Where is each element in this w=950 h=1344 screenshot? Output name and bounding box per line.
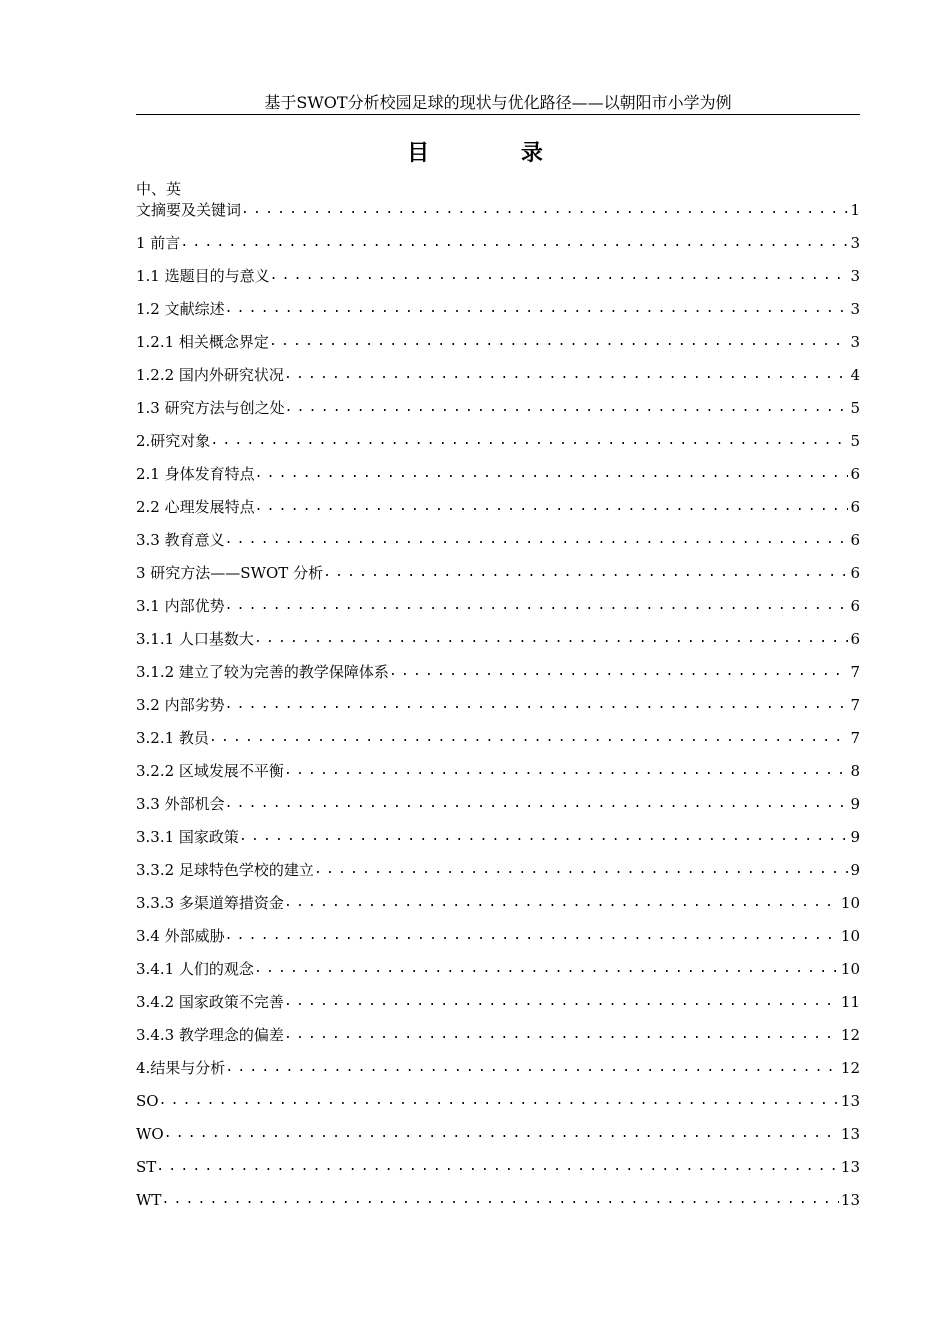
toc-entry-page: 13: [840, 1158, 860, 1176]
toc-entry-label: 1.1 选题目的与意义: [136, 267, 270, 285]
toc-entry-label: 2.研究对象: [136, 432, 211, 450]
toc-leader-dots: [225, 530, 849, 550]
toc-entry-label: 3.4.2 国家政策不完善: [136, 993, 284, 1011]
toc-entry[interactable]: [136, 418, 860, 451]
toc-entry-label: 1.2.1 相关概念界定: [136, 333, 269, 351]
toc-entry-page: 13: [840, 1125, 860, 1143]
toc-entry-label: 1.2 文献综述: [136, 300, 225, 318]
toc-entry-label: 3.1 内部优势: [136, 597, 225, 615]
toc-leader-dots: [389, 662, 849, 682]
toc-entry-page: 3: [850, 333, 860, 351]
toc-entry[interactable]: [136, 748, 860, 781]
toc-entry[interactable]: [136, 517, 860, 550]
toc-entry-page: 13: [840, 1191, 860, 1209]
toc-entry-page: 5: [850, 399, 860, 417]
toc-entry-page: 10: [840, 960, 860, 978]
toc-leader-dots: [225, 794, 849, 814]
toc-entry-page: 6: [850, 564, 860, 582]
toc-entry-label: ST: [136, 1158, 157, 1176]
toc-leader-dots: [159, 1091, 839, 1111]
toc-entry-label: 1 前言: [136, 234, 181, 252]
toc-entry-page: 6: [850, 630, 860, 648]
toc-entry-label: 3.3.2 足球特色学校的建立: [136, 861, 314, 879]
toc-entry[interactable]: [136, 550, 860, 583]
toc-leader-dots: [284, 365, 849, 385]
toc-entry-label: 3.3 外部机会: [136, 795, 225, 813]
toc-entry[interactable]: [136, 847, 860, 880]
toc-entry[interactable]: [136, 1111, 860, 1144]
toc-leader-dots: [209, 728, 849, 748]
toc-leader-dots: [284, 992, 839, 1012]
toc-entry[interactable]: [136, 1012, 860, 1045]
toc-entry-label: 文摘要及关键词: [136, 201, 242, 219]
toc-leader-dots: [270, 266, 849, 286]
toc-entry-page: 3: [850, 267, 860, 285]
toc-leader-dots: [241, 200, 848, 220]
toc-entry[interactable]: [136, 1078, 860, 1111]
toc-entry-page: 7: [850, 663, 860, 681]
toc-leader-dots: [284, 893, 839, 913]
toc-entry-page: 7: [850, 696, 860, 714]
toc-entry-label: 2.1 身体发育特点: [136, 465, 255, 483]
toc-entry-page: 6: [850, 597, 860, 615]
toc-entry-page: 3: [850, 300, 860, 318]
toc-entry-page: 9: [850, 828, 860, 846]
toc-entry-label: 3.3.3 多渠道筹措资金: [136, 894, 284, 912]
toc-leader-dots: [161, 1190, 838, 1210]
toc-leader-dots: [164, 1124, 839, 1144]
toc-entry-label: SO: [136, 1092, 159, 1110]
toc-entry-label: 1.2.2 国内外研究状况: [136, 366, 284, 384]
toc-leader-dots: [225, 1058, 839, 1078]
toc-entry-page: 3: [850, 234, 860, 252]
toc-leader-dots: [180, 233, 848, 253]
toc-entry[interactable]: [136, 913, 860, 946]
toc-entry[interactable]: [136, 715, 860, 748]
toc-leader-dots: [239, 827, 849, 847]
toc-entry[interactable]: [136, 220, 860, 253]
toc-entry-label: 3.4.1 人们的观念: [136, 960, 254, 978]
toc-entry[interactable]: [136, 385, 860, 418]
toc-leader-dots: [255, 497, 849, 517]
toc-entry[interactable]: [136, 1177, 860, 1210]
toc-entry-page: 6: [850, 498, 860, 516]
toc-leader-dots: [255, 464, 849, 484]
toc-leader-dots: [254, 629, 849, 649]
toc-entry-label: 1.3 研究方法与创之处: [136, 399, 285, 417]
toc-entry-page: 9: [850, 861, 860, 879]
toc-entry-page: 1: [850, 201, 860, 219]
toc-entry-label: 4.结果与分析: [136, 1059, 226, 1077]
toc-entry-page: 6: [850, 465, 860, 483]
toc-first-line: 中、英: [136, 180, 182, 198]
toc-entry[interactable]: [136, 319, 860, 352]
header-rule: [136, 114, 860, 115]
toc-entry-page: 10: [840, 894, 860, 912]
toc-entry-page: 12: [840, 1059, 860, 1077]
toc-entry-label: 3.3 教育意义: [136, 531, 225, 549]
toc-entry[interactable]: [136, 451, 860, 484]
toc-entry-label: 3.1.1 人口基数大: [136, 630, 254, 648]
toc-entry[interactable]: [136, 979, 860, 1012]
toc-entry[interactable]: [136, 814, 860, 847]
toc-leader-dots: [285, 398, 849, 418]
toc-entry[interactable]: [136, 198, 860, 220]
toc-leader-dots: [225, 299, 849, 319]
page-title: 目 录: [407, 140, 585, 166]
toc-entry-label: 3.2.1 教员: [136, 729, 209, 747]
toc-entry[interactable]: [136, 781, 860, 814]
toc-entry[interactable]: [136, 682, 860, 715]
toc-entry-page: 13: [840, 1092, 860, 1110]
toc-leader-dots: [284, 761, 849, 781]
toc-entry[interactable]: [136, 1144, 860, 1177]
toc-entry[interactable]: [136, 880, 860, 913]
toc-entry-label: 3.1.2 建立了较为完善的教学保障体系: [136, 663, 389, 681]
toc-entry[interactable]: [136, 253, 860, 286]
toc-entry-page: 11: [840, 993, 860, 1011]
toc-leader-dots: [254, 959, 839, 979]
toc-entry-page: 5: [850, 432, 860, 450]
toc-entry-label: 3.4 外部威胁: [136, 927, 225, 945]
toc-leader-dots: [323, 563, 848, 583]
toc-leader-dots: [225, 926, 839, 946]
toc-entry[interactable]: [136, 583, 860, 616]
table-of-contents: [136, 180, 860, 1210]
toc-leader-dots: [225, 695, 849, 715]
toc-leader-dots: [284, 1025, 839, 1045]
toc-entries: [136, 198, 860, 1210]
toc-entry[interactable]: [136, 484, 860, 517]
toc-entry-page: 4: [850, 366, 860, 384]
toc-entry-label: WO: [136, 1125, 164, 1143]
toc-entry[interactable]: [136, 1045, 860, 1078]
toc-entry-label: 3.4.3 教学理念的偏差: [136, 1026, 284, 1044]
toc-entry[interactable]: [136, 286, 860, 319]
toc-entry[interactable]: [136, 649, 860, 682]
toc-leader-dots: [210, 431, 848, 451]
toc-entry-label: 3.2 内部劣势: [136, 696, 225, 714]
toc-leader-dots: [269, 332, 849, 352]
toc-entry[interactable]: [136, 352, 860, 385]
toc-leader-dots: [314, 860, 849, 880]
running-header: 基于SWOT分析校园足球的现状与优化路径——以朝阳市小学为例: [264, 93, 732, 112]
toc-entry-page: 9: [850, 795, 860, 813]
toc-entry-label: WT: [136, 1191, 162, 1209]
toc-entry[interactable]: [136, 946, 860, 979]
toc-entry-label: 3.2.2 区域发展不平衡: [136, 762, 284, 780]
toc-entry-page: 10: [840, 927, 860, 945]
toc-entry-page: 12: [840, 1026, 860, 1044]
toc-entry[interactable]: [136, 616, 860, 649]
toc-leader-dots: [156, 1157, 839, 1177]
toc-entry-label: 2.2 心理发展特点: [136, 498, 255, 516]
toc-leader-dots: [225, 596, 849, 616]
toc-entry-page: 8: [850, 762, 860, 780]
toc-entry-label: 3 研究方法——SWOT 分析: [136, 564, 324, 582]
toc-entry-page: 7: [850, 729, 860, 747]
toc-entry-page: 6: [850, 531, 860, 549]
toc-entry-label: 3.3.1 国家政策: [136, 828, 239, 846]
